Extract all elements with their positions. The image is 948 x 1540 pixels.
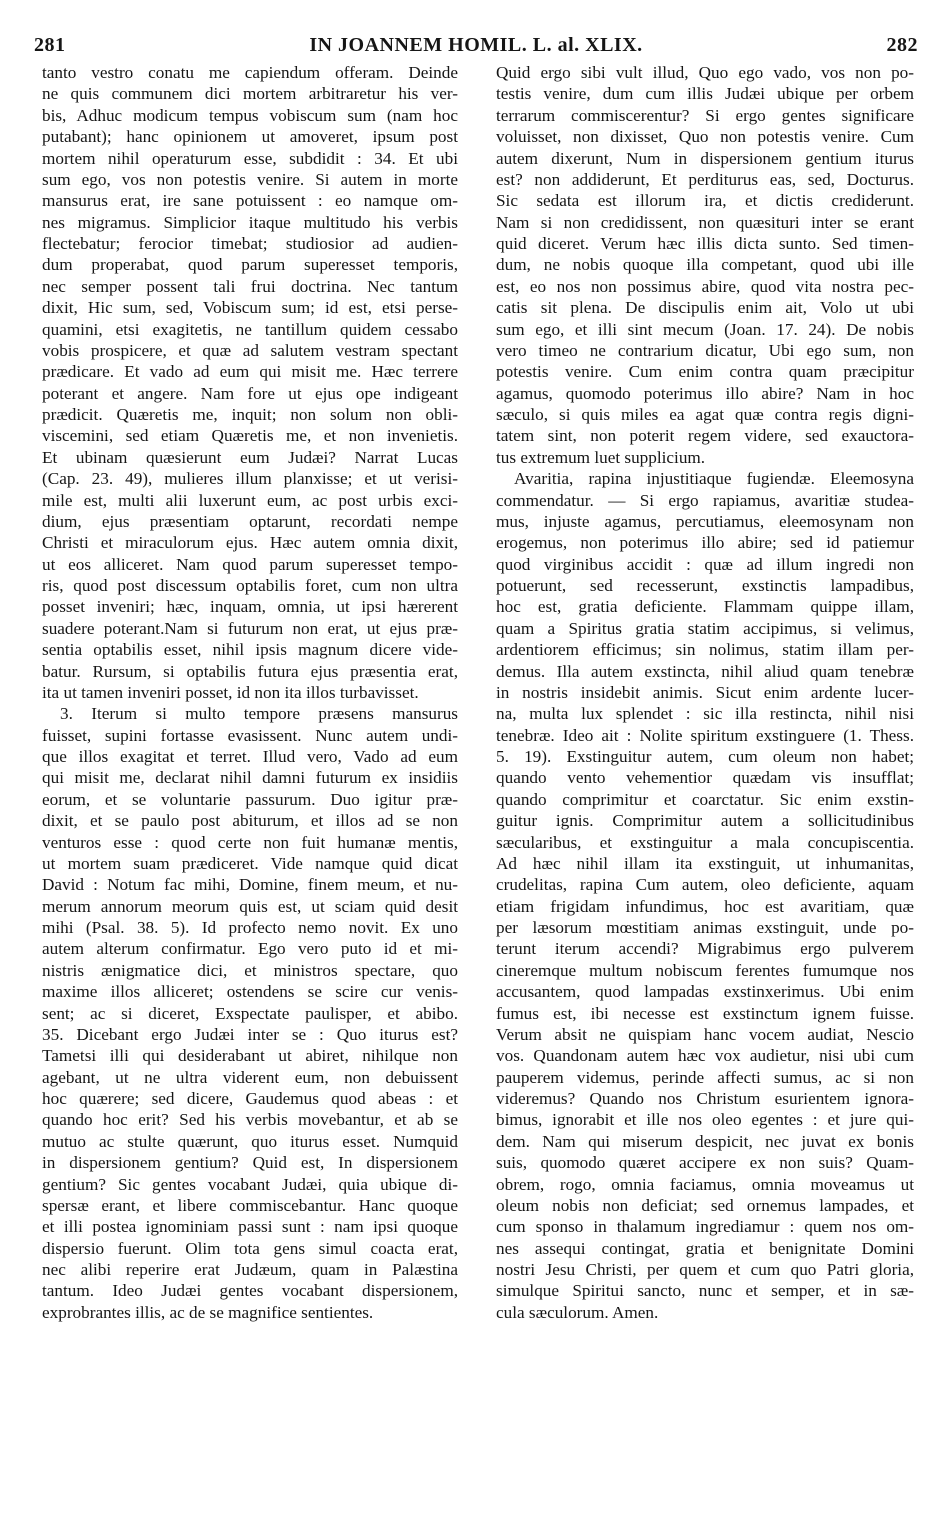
text-line: 3. Iterum si multo tempore præsens mansurus (60, 704, 458, 724)
text-line: Quid ergo sibi vult illud, Quo ego vado, vos non po- (496, 63, 914, 82)
text-line: quid diceret. Verum hæc illis dicta sunto. Sed timen- (496, 234, 914, 253)
text-line: sentia optabilis esset, nihil ipsis magnum dicere vide- (42, 640, 458, 660)
text-line: in dispersionem gentium? Quid est, In dispersionem (42, 1153, 458, 1173)
text-line: prædicare. Et vado ad eum qui misit me. Hæc terrere (42, 362, 458, 382)
text-line: Tametsi illi qui desiderabant ut abiret, nihilque non (42, 1046, 458, 1066)
text-line: tantum. Ideo Judæi gentes vocabant dispersionem, (42, 1281, 458, 1301)
text-line: est, eo nos non possimus abire, quod vita nostra pec- (496, 276, 914, 296)
text-line: ut mortem suam prædiceret. Vide namque quid dicat (42, 853, 458, 873)
text-line: quod virginibus accidit : quæ ad illum ingredi non (496, 554, 914, 574)
text-line: dem. Nam qui miserum despicit, nec juvat ex bonis (496, 1131, 914, 1151)
text-line: merum annorum meorum quis est, ut sciam quid desit (42, 896, 458, 916)
text-line: venturos esse : quod certe non fuit humanæ mentis, (42, 832, 458, 852)
text-line: fumus est, ibi necesse est exstinctum ignem fuisse. (496, 1003, 914, 1023)
text-line: accusantem, quod lampadas exstinxerimus. Ubi enim (496, 982, 914, 1002)
text-line: obrem, rogo, omnia faciamus, omnia moveamus ut (496, 1174, 914, 1194)
text-line: dixit, Hic sum, sed, Vobiscum sum; id est, etsi perse- (42, 298, 458, 318)
text-line: quamini, etsi exagitetis, ne tantillum quidem cessabo (42, 319, 458, 339)
text-line: batur. Rursum, si optabilis futura ejus præsentia erat, (42, 661, 458, 681)
text-line: autem dixerunt, Num in dispersionem gentium iturus (496, 148, 914, 168)
text-line: catis sit plena. De discipulis enim ait, Volo ut ubi (496, 298, 914, 318)
text-line: mansurus erat, ire sane potuissent : eo namque om- (42, 191, 458, 211)
text-line: dum, ne nobis quoque illa competant, quod ubi ille (496, 255, 914, 275)
text-line: crudelitas, rapina Cum autem, oleo deficiente, aquam (496, 875, 914, 895)
text-line: gentium? Sic gentes vocabant Judæi, quia ubique di- (42, 1174, 458, 1194)
text-line: nes assequi contingat, gratia et benignitate Domini (496, 1238, 914, 1258)
text-line: ris, quod post discessum optabilis foret, cum non ultra (42, 576, 458, 595)
text-line: David : Notum fac mihi, Domine, finem meum, et nu- (42, 875, 458, 895)
page-header (34, 34, 918, 60)
right-column (496, 62, 914, 1323)
text-line: posset inveniri; hæc, inquam, omnia, ut ipsi hærerent (42, 597, 458, 617)
text-line: tus extremum luet supplicium. (496, 447, 706, 467)
text-line: na, multa lux splendet : sic illa restincta, nihil nisi (496, 704, 914, 724)
text-line: poterant et angere. Nam fore ut ejus ope indigeant (42, 383, 458, 403)
text-line: fuisset, supini fortasse evasissent. Nunc autem undi- (42, 725, 458, 745)
text-line: (Cap. 23. 49), mulieres illum planxisse; et ut verisi- (42, 469, 458, 489)
text-line: quando comprimitur et coarctatur. Sic enim exstin- (496, 789, 914, 809)
text-line: mutuo ac stulte quærunt, quo iturus esset. Numquid (42, 1131, 458, 1151)
text-line: est? non addiderunt, Et perditurus eas, sed, Docturus. (496, 169, 914, 189)
text-line: spersæ erant, et libere commiscebantur. Hanc quoque (42, 1195, 458, 1215)
text-line: sæculo, si quis miles ea agat quæ contra regis digni- (496, 405, 914, 424)
text-line: flectebatur; ferocior timebat; studiosior ad audien- (42, 234, 458, 253)
text-line: demus. Illa autem exstincta, nihil aliud quam tenebræ (496, 661, 914, 681)
text-line: per læsorum mœstitiam animas exstinguit, unde po- (496, 918, 914, 937)
text-line: bis, Adhuc modicum tempus vobiscum sum (nam hoc (42, 105, 458, 125)
text-line: pauperem videmus, perinde affecti sumus, ac si non (496, 1067, 914, 1087)
text-line: sum ego, et illi sint mecum (Joan. 17. 24). De nobis (496, 319, 914, 339)
text-line: terunt iterum accendi? Migrabimus ergo pulverem (496, 939, 914, 959)
text-line: in nostris insidebit animis. Sicut enim ardente lucer- (496, 682, 914, 702)
text-line: qui misit me, declarat nihil damni futurum ex insidiis (42, 768, 458, 788)
text-line: nostri Jesu Christi, per quem et cum quo Patri gloria, (496, 1260, 914, 1279)
text-line: cula sæculorum. Amen. (496, 1302, 659, 1322)
text-line: agebant, ut ne ultra viderent eum, non debuissent (42, 1067, 458, 1087)
text-line: vos. Quandonam autem hæc vox audietur, nisi ubi cum (496, 1046, 914, 1066)
text-line: etiam frigidam infundimus, hoc est avaritiam, quæ (496, 896, 914, 916)
text-line: ut eos alliceret. Nam quod parum superesset tempo- (42, 554, 458, 574)
left-column (42, 62, 458, 1323)
text-line: tanto vestro conatu me capiendum offeram. Deinde (42, 63, 458, 82)
text-line: sent; ac si diceret, Exspectate paulisper, et abibo. (42, 1003, 458, 1023)
text-line: quam a Spiritus gratia statim accipimus, si velimus, (496, 618, 914, 638)
text-line: autem alterum confirmatur. Ego vero puto id et mi- (42, 939, 458, 959)
text-line: Avaritia, rapina injustitiaque fugiendæ. Eleemosyna (514, 469, 914, 489)
text-line: nec alibi reperire erat Judæum, quam in Palæstina (42, 1260, 458, 1279)
text-line: mortem nihil operaturum esse, subdidit : 34. Et ubi (42, 148, 458, 168)
page-number-right: 282 (886, 34, 918, 56)
text-line: nes migramus. Simplicior itaque multitudo his verbis (42, 212, 458, 232)
text-line: erogemus, non poterimus illo abire; sed id patiemur (496, 533, 914, 553)
text-line: Et ubinam quæsierunt eum Judæi? Narrat Lucas (42, 447, 458, 467)
text-line: ardentiorem efficimus; sin nolimus, statim illam per- (496, 640, 914, 660)
text-line: agamus, quomodo poterimus illo abire? Nam in hoc (496, 383, 914, 403)
text-line: bimus, ignorabit et ille nos oleo egentes : et jure qui- (496, 1110, 914, 1130)
text-line: videremus? Quando nos Christum esurientem ignora- (496, 1089, 914, 1108)
text-line: Verum absit ne quispiam hanc vocem audiat, Nescio (496, 1024, 914, 1044)
text-line: dum properabat, quod parum superesset temporis, (42, 255, 458, 275)
text-line: Sic sedata est illorum ira, et dictis crediderunt. (496, 191, 914, 211)
text-line: potestis venire. Cum enim contra quam præcipitur (496, 362, 914, 382)
text-line: tenebræ. Ideo ait : Nolite spiritum exstinguere (1. Thess. (496, 725, 914, 745)
text-line: quando vento vehementior quædam vis insufflat; (496, 768, 914, 788)
text-line: viscemini, sed etiam Quæretis me, et non invenietis. (42, 426, 458, 446)
text-line: dium, ejus præsentiam optarunt, recordati nempe (42, 511, 458, 531)
text-line: exprobrantes illis, ac de se magnifice sentientes. (42, 1302, 374, 1322)
text-line: hoc quærere; sed dicere, Gaudemus quod abeas : et (42, 1089, 458, 1108)
text-line: que illos exagitat et terret. Illud vero, Vado ad eum (42, 747, 458, 766)
text-line: suadere poterant.Nam si futurum non erat, ut ejus præ- (42, 618, 458, 638)
text-line: quando hoc erit? Sed his verbis movebantur, et ab se (42, 1110, 458, 1130)
text-line: cum sponso in thalamum ingrediamur : quem nos om- (496, 1217, 914, 1237)
text-line: dispersio fuerunt. Olim tota gens simul coacta erat, (42, 1238, 458, 1258)
text-line: tatem sint, non poterit regem videre, sed exauctora- (496, 426, 914, 446)
text-line: simulque Spiritui sancto, nunc et semper, et in sæ- (496, 1281, 914, 1301)
text-line: nistris ænigmatice dici, et ministros spectare, quo (42, 960, 458, 980)
text-line: vobis prospicere, et quæ ad salutem vestram spectant (42, 340, 458, 360)
text-line: testis venire, dum cum illis Judæi ubique per orbem (496, 84, 914, 104)
text-line: commendatur. — Si ergo rapiamus, avaritiæ studea- (496, 490, 914, 510)
text-line: ne quis communem dici mortem arbitraretur his ver- (42, 84, 458, 104)
text-line: voluisset, non dixisset, Quo non potestis venire. Cum (496, 127, 914, 147)
running-title: IN JOANNEM HOMIL. L. al. XLIX. (309, 34, 643, 56)
text-line: mile est, multi alii luxerunt eum, ac post urbis exci- (42, 490, 458, 510)
text-line: cineremque multum nobiscum ferentes fumumque nos (496, 960, 914, 980)
text-line: dixit, et se paulo post abiturum, et illos ad se non (42, 811, 458, 831)
text-line: terrarum commiscerentur? Si ergo gentes significare (496, 105, 914, 125)
text-line: mihi (Psal. 38. 5). Id profecto nemo novit. Ex uno (42, 918, 458, 937)
text-line: sæcularibus, et exstinguitur a mala concupiscentia. (496, 832, 914, 852)
text-line: 35. Dicebant ergo Judæi inter se : Quo iturus est? (42, 1024, 458, 1044)
page-number-left: 281 (34, 34, 66, 56)
text-line: maxime illos alliceret; ostendens se scire cur venis- (42, 982, 458, 1002)
text-line: mus, injuste agamus, percutiamus, eleemosynam non (496, 511, 914, 531)
text-line: et illi postea ignominiam passi sunt : nam ipsi quoque (42, 1217, 458, 1237)
text-line: Ad hæc nihil illam ita exstinguit, ut inhumanitas, (496, 853, 914, 873)
text-line: Nam si non credidissent, non quæsituri inter se erant (496, 212, 914, 232)
text-line: putabant); hanc opinionem ut amoveret, ipsum post (42, 127, 458, 147)
text-line: potuerunt, sed recesserunt, exstinctis lampadibus, (496, 576, 914, 595)
text-line: hoc est, gratia deficiente. Flammam quippe illam, (496, 597, 914, 617)
text-line: prædicit. Quæretis me, inquit; non solum non obli- (42, 405, 458, 424)
text-line: eorum, et se voluntarie passurum. Duo igitur præ- (42, 789, 458, 809)
text-line: Christi et miraculorum ejus. Hæc autem omnia dixit, (42, 533, 458, 553)
text-line: suis, quomodo quæret accipere ex non suis? Quam- (496, 1153, 914, 1173)
text-line: oleum nobis non deficiat; sed ornemus lampades, et (496, 1195, 914, 1215)
text-line: sum ego, vos non potestis venire. Si autem in morte (42, 169, 458, 189)
text-line: nec semper possent tali frui doctrina. Nec tantum (42, 276, 458, 296)
text-line: 5. 19). Exstinguitur autem, cum oleum non habet; (496, 747, 914, 766)
text-line: guitur ignis. Comprimitur autem a sollicitudinibus (496, 811, 914, 831)
text-line: vero timeo ne contrarium dicatur, Ubi ego sum, non (496, 340, 914, 360)
text-line: ita ut tamen inveniri posset, id non ita illos turbavisset. (42, 682, 419, 702)
